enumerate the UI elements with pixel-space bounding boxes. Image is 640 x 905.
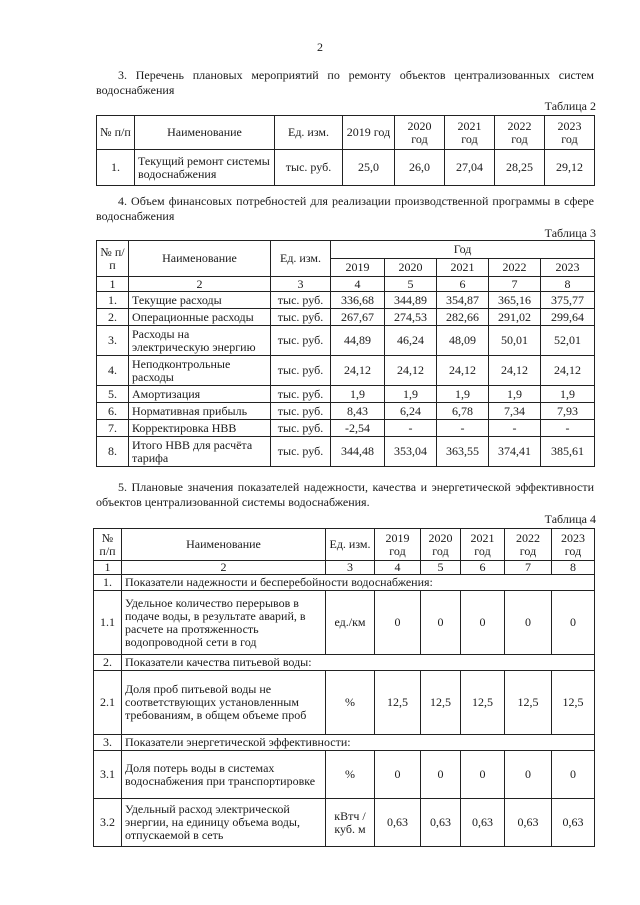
row-value: 44,89	[331, 326, 385, 356]
col-number: 6	[437, 277, 489, 292]
row-value: 12,5	[552, 671, 595, 735]
row-num: 1.1	[94, 591, 122, 655]
row-value: 0,63	[461, 799, 505, 847]
group-title: Показатели энергетической эффективности:	[122, 735, 595, 751]
header-year: 2022 год	[495, 116, 545, 150]
col-number: 8	[541, 277, 595, 292]
row-value: 27,04	[445, 150, 495, 186]
row-value: 25,0	[343, 150, 395, 186]
header-year: 2019	[331, 259, 385, 277]
col-number: 8	[552, 561, 595, 575]
row-num: 3.	[97, 326, 129, 356]
row-num: 1.	[97, 150, 135, 186]
row-value: 0	[375, 591, 421, 655]
row-num: 3.2	[94, 799, 122, 847]
header-name: Наименование	[135, 116, 275, 150]
header-name: Наименование	[122, 529, 326, 561]
row-value: 344,48	[331, 437, 385, 467]
group-num: 2.	[94, 655, 122, 671]
header-year-group: Год	[331, 241, 595, 259]
row-unit: кВтч /куб. м	[326, 799, 375, 847]
row-value: 0	[461, 591, 505, 655]
col-number: 4	[375, 561, 421, 575]
row-name: Амортизация	[129, 386, 271, 403]
row-value: 12,5	[461, 671, 505, 735]
row-value: 1,9	[541, 386, 595, 403]
table-4	[93, 528, 595, 847]
row-name: Неподконтрольные расходы	[129, 356, 271, 386]
header-num: № п/п	[97, 116, 135, 150]
col-number: 7	[505, 561, 552, 575]
row-num: 7.	[97, 420, 129, 437]
row-value: 24,12	[437, 356, 489, 386]
header-unit: Ед. изм.	[271, 241, 331, 277]
table-header-row	[97, 116, 595, 150]
group-num: 1.	[94, 575, 122, 591]
row-value: -	[437, 420, 489, 437]
row-value: 0,63	[375, 799, 421, 847]
row-value: 50,01	[489, 326, 541, 356]
table-2	[96, 115, 595, 186]
row-unit: ед./км	[326, 591, 375, 655]
table-2-caption: Таблица 2	[544, 99, 596, 113]
header-year: 2022 год	[505, 529, 552, 561]
table-header-row	[97, 241, 595, 259]
header-num: № п/п	[94, 529, 122, 561]
row-value: 24,12	[541, 356, 595, 386]
row-value: -	[541, 420, 595, 437]
col-number: 2	[129, 277, 271, 292]
group-row	[94, 575, 595, 591]
row-value: -	[489, 420, 541, 437]
col-number: 7	[489, 277, 541, 292]
row-unit: тыс. руб.	[271, 437, 331, 467]
group-row	[94, 735, 595, 751]
table-3-caption: Таблица 3	[544, 226, 596, 240]
table-row	[94, 799, 595, 847]
row-value: 24,12	[489, 356, 541, 386]
header-unit: Ед. изм.	[326, 529, 375, 561]
table-row	[94, 671, 595, 735]
row-value: 7,34	[489, 403, 541, 420]
table-row	[97, 437, 595, 467]
col-number: 2	[122, 561, 326, 575]
header-num: № п/п	[97, 241, 129, 277]
table-row	[97, 326, 595, 356]
row-unit: тыс. руб.	[271, 420, 331, 437]
row-value: 299,64	[541, 309, 595, 326]
row-unit: тыс. руб.	[271, 309, 331, 326]
row-value: 336,68	[331, 292, 385, 309]
row-value: 374,41	[489, 437, 541, 467]
row-value: 8,43	[331, 403, 385, 420]
row-name: Удельный расход электрической энергии, на единицу объема воды, отпускаемой в сеть	[122, 799, 326, 847]
table-header-row	[94, 529, 595, 561]
col-number: 1	[97, 277, 129, 292]
row-value: 29,12	[545, 150, 595, 186]
row-value: 0	[461, 751, 505, 799]
row-value: 7,93	[541, 403, 595, 420]
group-row	[94, 655, 595, 671]
row-value: 6,78	[437, 403, 489, 420]
row-name: Итого НВВ для расчёта тарифа	[129, 437, 271, 467]
page-number: 2	[317, 40, 323, 54]
section-5-heading: 5. Плановые значения показателей надежности, качества и энергетической эффективности объектов централизованной системы водоснабжения.	[96, 480, 594, 509]
row-value: 353,04	[385, 437, 437, 467]
table-row	[94, 751, 595, 799]
col-number: 4	[331, 277, 385, 292]
row-value: 0,63	[421, 799, 461, 847]
row-value: 46,24	[385, 326, 437, 356]
table-row	[97, 292, 595, 309]
row-value: 0	[505, 751, 552, 799]
row-name: Текущий ремонт системы водоснабжения	[135, 150, 275, 186]
row-value: 1,9	[331, 386, 385, 403]
row-value: 0	[421, 751, 461, 799]
row-value: 267,67	[331, 309, 385, 326]
table-row	[94, 591, 595, 655]
row-value: 12,5	[375, 671, 421, 735]
table-row	[97, 386, 595, 403]
header-year: 2021 год	[461, 529, 505, 561]
group-title: Показатели надежности и бесперебойности водоснабжения:	[122, 575, 595, 591]
row-value: 375,77	[541, 292, 595, 309]
header-name: Наименование	[129, 241, 271, 277]
row-value: 0	[375, 751, 421, 799]
row-value: 48,09	[437, 326, 489, 356]
row-value: 1,9	[489, 386, 541, 403]
table-3	[96, 240, 595, 467]
header-year: 2019 год	[343, 116, 395, 150]
row-unit: тыс. руб.	[271, 386, 331, 403]
header-year: 2020 год	[421, 529, 461, 561]
row-value: -2,54	[331, 420, 385, 437]
row-value: 274,53	[385, 309, 437, 326]
row-value: 282,66	[437, 309, 489, 326]
row-value: 344,89	[385, 292, 437, 309]
table-row	[97, 356, 595, 386]
header-year: 2021 год	[445, 116, 495, 150]
row-value: -	[385, 420, 437, 437]
row-value: 363,55	[437, 437, 489, 467]
row-value: 26,0	[395, 150, 445, 186]
row-num: 5.	[97, 386, 129, 403]
row-name: Доля проб питьевой воды не соответствующих установленным требованиям, в общем объеме проб	[122, 671, 326, 735]
row-name: Корректировка НВВ	[129, 420, 271, 437]
row-value: 1,9	[437, 386, 489, 403]
row-value: 12,5	[421, 671, 461, 735]
row-value: 52,01	[541, 326, 595, 356]
row-name: Удельное количество перерывов в подаче воды, в результате аварий, в расчете на протяженность водопроводной сети в год	[122, 591, 326, 655]
header-year: 2023 год	[545, 116, 595, 150]
row-num: 2.1	[94, 671, 122, 735]
col-number: 5	[385, 277, 437, 292]
row-value: 24,12	[331, 356, 385, 386]
row-num: 6.	[97, 403, 129, 420]
row-name: Расходы на электрическую энергию	[129, 326, 271, 356]
row-value: 0,63	[505, 799, 552, 847]
row-value: 1,9	[385, 386, 437, 403]
row-num: 4.	[97, 356, 129, 386]
row-unit: тыс. руб.	[271, 292, 331, 309]
row-unit: тыс. руб.	[271, 403, 331, 420]
table-row	[97, 420, 595, 437]
table-row	[97, 150, 595, 186]
row-value: 385,61	[541, 437, 595, 467]
row-num: 1.	[97, 292, 129, 309]
row-value: 354,87	[437, 292, 489, 309]
group-title: Показатели качества питьевой воды:	[122, 655, 595, 671]
header-year: 2023	[541, 259, 595, 277]
header-year: 2020	[385, 259, 437, 277]
row-name: Доля потерь воды в системах водоснабжения при транспортировке	[122, 751, 326, 799]
section-4-heading: 4. Объем финансовых потребностей для реализации производственной программы в сфере водоснабжения	[96, 194, 594, 223]
group-num: 3.	[94, 735, 122, 751]
col-number: 1	[94, 561, 122, 575]
row-value: 365,16	[489, 292, 541, 309]
row-value: 12,5	[505, 671, 552, 735]
row-num: 2.	[97, 309, 129, 326]
row-unit: %	[326, 751, 375, 799]
table-row	[97, 309, 595, 326]
row-value: 0	[421, 591, 461, 655]
row-name: Текущие расходы	[129, 292, 271, 309]
header-year: 2021	[437, 259, 489, 277]
header-year: 2019 год	[375, 529, 421, 561]
row-value: 24,12	[385, 356, 437, 386]
row-value: 6,24	[385, 403, 437, 420]
row-num: 8.	[97, 437, 129, 467]
header-year: 2023 год	[552, 529, 595, 561]
row-value: 0	[552, 591, 595, 655]
table-4-caption: Таблица 4	[544, 512, 596, 526]
row-value: 0	[505, 591, 552, 655]
header-year: 2022	[489, 259, 541, 277]
row-unit: %	[326, 671, 375, 735]
header-year: 2020 год	[395, 116, 445, 150]
col-number: 3	[326, 561, 375, 575]
column-number-row	[97, 277, 595, 292]
row-unit: тыс. руб.	[275, 150, 343, 186]
row-value: 28,25	[495, 150, 545, 186]
row-value: 291,02	[489, 309, 541, 326]
row-unit: тыс. руб.	[271, 326, 331, 356]
row-unit: тыс. руб.	[271, 356, 331, 386]
header-unit: Ед. изм.	[275, 116, 343, 150]
row-value: 0	[552, 751, 595, 799]
column-number-row	[94, 561, 595, 575]
section-3-heading: 3. Перечень плановых мероприятий по ремонту объектов централизованных систем водоснабжения	[96, 68, 594, 97]
col-number: 3	[271, 277, 331, 292]
row-value: 0,63	[552, 799, 595, 847]
row-name: Операционные расходы	[129, 309, 271, 326]
table-row	[97, 403, 595, 420]
row-name: Нормативная прибыль	[129, 403, 271, 420]
col-number: 6	[461, 561, 505, 575]
col-number: 5	[421, 561, 461, 575]
row-num: 3.1	[94, 751, 122, 799]
